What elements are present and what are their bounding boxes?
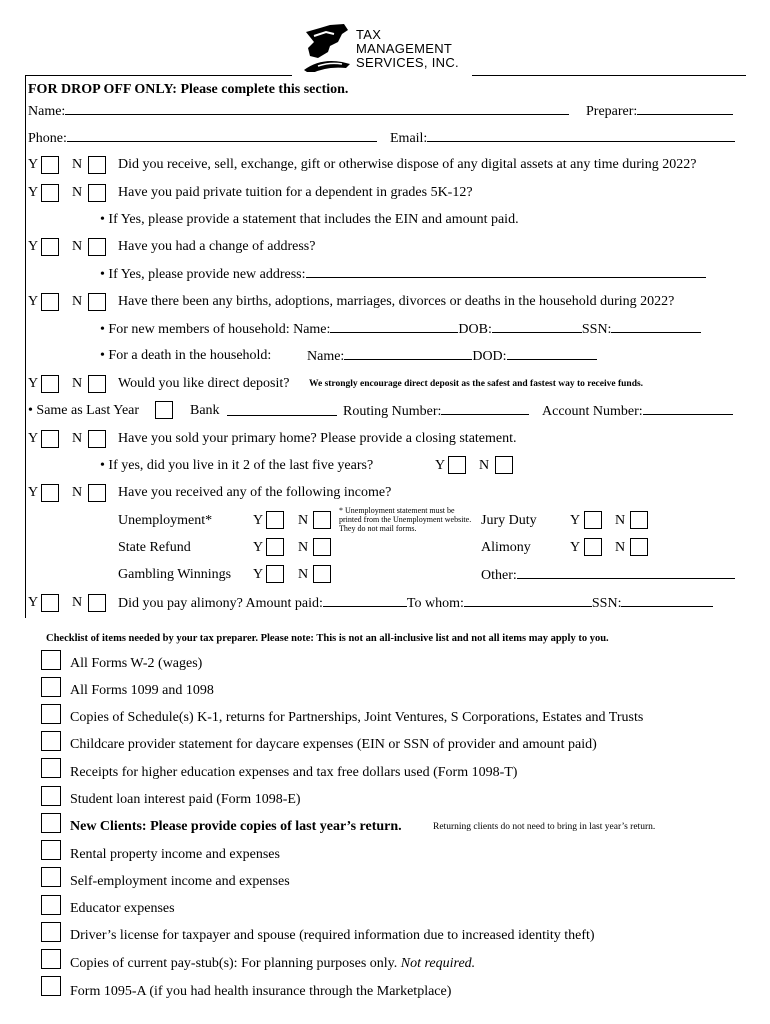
home-no-checkbox[interactable] [88,430,106,448]
logo-text-management: MANAGEMENT [356,41,453,56]
alimony-income-no-checkbox[interactable] [630,538,648,556]
checklist-education-checkbox[interactable] [41,758,61,778]
routing-row [343,403,529,420]
deposit-yes-checkbox[interactable] [41,375,59,393]
phone-input-line[interactable] [67,130,377,142]
phone-field-row [28,130,377,147]
bank-label: Bank [190,403,220,418]
unemployment-footnote: * Unemployment statement must be printed from the Unemployment website. They do not mail forms. [339,506,472,533]
residency-yes-checkbox[interactable] [448,456,466,474]
account-label: Account Number: [542,404,643,419]
unemployment-no-checkbox[interactable] [313,511,331,529]
checklist-1095: Form 1095-A (if you had health insurance through the Marketplace) [70,984,452,999]
checklist-paystub: Copies of current pay-stub(s): For planning purposes only. [70,956,398,971]
checklist-student-loan-checkbox[interactable] [41,786,61,806]
checklist-1095-checkbox[interactable] [41,976,61,996]
dod-input[interactable] [507,348,597,360]
no-label: N [298,567,309,582]
checklist-k1-checkbox[interactable] [41,704,61,724]
no-label: N [72,294,83,309]
direct-deposit-note: We strongly encourage direct deposit as the safest and fastest way to receive funds. [309,379,644,389]
checklist-title: Checklist of items needed by your tax preparer. Please note: This is not an all-inclusive list and not all items may apply to you. [46,633,609,644]
checklist-paystub-checkbox[interactable] [41,949,61,969]
death-label: • For a death in the household: [100,348,272,363]
alimony-paid-no-checkbox[interactable] [88,594,106,612]
death-name-label: Name: [307,349,345,364]
jury-no-checkbox[interactable] [630,511,648,529]
section-header: FOR DROP OFF ONLY: Please complete this section. [28,82,349,97]
no-label: N [72,431,83,446]
logo-mark-icon [300,22,360,78]
no-label: N [72,595,83,610]
state-refund-yes-checkbox[interactable] [266,538,284,556]
dod-label: DOD: [472,349,507,364]
tuition-no-checkbox[interactable] [88,184,106,202]
account-input-line[interactable] [643,403,733,415]
no-label: N [479,458,490,473]
ssn-input[interactable] [611,321,701,333]
no-label: N [72,185,83,200]
yes-label: Y [28,595,39,610]
question-home-sale: Have you sold your primary home? Please provide a closing statement. [118,431,517,446]
to-whom-label: To whom: [406,596,464,611]
no-label: N [298,540,309,555]
income-yes-checkbox[interactable] [41,484,59,502]
alimony-paid-yes-checkbox[interactable] [41,594,59,612]
bank-input-line[interactable] [227,404,337,416]
dob-label: DOB: [458,322,492,337]
no-label: N [72,157,83,172]
alimony-ssn-label: SSN: [591,596,622,611]
income-no-checkbox[interactable] [88,484,106,502]
alimony-paid-label: Did you pay alimony? Amount paid: [118,596,323,611]
alimony-income-label: Alimony [481,540,531,555]
no-label: N [615,540,626,555]
new-members-row [100,321,701,338]
question-address: Have you had a change of address? [118,239,316,254]
checklist-1099-checkbox[interactable] [41,677,61,697]
checklist-w2: All Forms W-2 (wages) [70,656,203,671]
deposit-no-checkbox[interactable] [88,375,106,393]
dob-input[interactable] [492,321,582,333]
death-row [307,348,597,365]
tuition-note: • If Yes, please provide a statement that includes the EIN and amount paid. [100,212,519,227]
yes-label: Y [28,185,39,200]
unemployment-yes-checkbox[interactable] [266,511,284,529]
logo-text-services: SERVICES, INC. [356,55,459,70]
yes-label: Y [28,431,39,446]
other-income-input-line[interactable] [517,567,735,579]
alimony-income-yes-checkbox[interactable] [584,538,602,556]
email-label: Email: [390,131,428,146]
company-logo [300,22,475,78]
yes-label: Y [435,458,446,473]
no-label: N [615,513,626,528]
jury-yes-checkbox[interactable] [584,511,602,529]
new-member-name-input[interactable] [330,321,458,333]
other-income-row [481,567,735,584]
residency-no-checkbox[interactable] [495,456,513,474]
checklist-educator: Educator expenses [70,901,175,916]
alimony-ssn-input[interactable] [621,595,713,607]
checklist-childcare-checkbox[interactable] [41,731,61,751]
other-income-label: Other: [481,568,517,583]
yes-label: Y [28,485,39,500]
tuition-yes-checkbox[interactable] [41,184,59,202]
same-as-last-year-checkbox[interactable] [155,401,173,419]
name-label: Name: [28,104,66,119]
yes-label: Y [28,376,39,391]
state-refund-no-checkbox[interactable] [313,538,331,556]
address-no-checkbox[interactable] [88,238,106,256]
email-input-line[interactable] [427,130,735,142]
no-label: N [298,513,309,528]
alimony-paid-row [118,595,713,612]
checklist-childcare: Childcare provider statement for daycare expenses (EIN or SSN of provider and amount paid) [70,737,597,752]
checklist-rental-checkbox[interactable] [41,840,61,860]
yes-label: Y [253,513,264,528]
logo-text-tax: TAX [356,27,382,42]
new-address-row [100,266,706,283]
yes-label: Y [28,239,39,254]
digital-no-checkbox[interactable] [88,156,106,174]
same-as-last-year-label: • Same as Last Year [28,403,140,418]
checklist-student-loan: Student loan interest paid (Form 1098-E) [70,792,301,807]
preparer-field-row [586,103,733,120]
ssn-label: SSN: [581,322,612,337]
checklist-paystub-note: Not required. [400,956,476,971]
new-address-label: • If Yes, please provide new address: [100,267,306,282]
yes-label: Y [253,540,264,555]
births-yes-checkbox[interactable] [41,293,59,311]
checklist-self-employment-checkbox[interactable] [41,867,61,887]
routing-label: Routing Number: [343,404,442,419]
routing-input-line[interactable] [441,403,529,415]
yes-label: Y [28,294,39,309]
yes-label: Y [253,567,264,582]
yes-label: Y [28,157,39,172]
gambling-label: Gambling Winnings [118,567,232,582]
name-input-line[interactable] [65,103,569,115]
checklist-1099: All Forms 1099 and 1098 [70,683,214,698]
unemployment-label: Unemployment* [118,513,213,528]
preparer-label: Preparer: [586,104,638,119]
phone-label: Phone: [28,131,67,146]
checklist-license-checkbox[interactable] [41,922,61,942]
checklist-new-clients-checkbox[interactable] [41,813,61,833]
checklist-educator-checkbox[interactable] [41,895,61,915]
home-yes-checkbox[interactable] [41,430,59,448]
yes-label: Y [570,513,581,528]
death-name-input[interactable] [344,348,472,360]
question-tuition: Have you paid private tuition for a dependent in grades 5K-12? [118,185,473,200]
yes-label: Y [570,540,581,555]
name-field-row [28,103,569,120]
checklist-new-clients-note: Returning clients do not need to bring in last year’s return. [433,822,656,832]
home-residency-note: • If yes, did you live in it 2 of the last five years? [100,458,374,473]
new-members-name-label: • For new members of household: Name: [100,322,331,337]
new-address-input-line[interactable] [306,266,706,278]
question-digital-assets: Did you receive, sell, exchange, gift or otherwise dispose of any digital assets at any time during 2022? [118,157,697,172]
to-whom-input[interactable] [464,595,592,607]
digital-yes-checkbox[interactable] [41,156,59,174]
no-label: N [72,485,83,500]
account-row [542,403,733,420]
jury-duty-label: Jury Duty [481,513,537,528]
checklist-new-clients: New Clients: Please provide copies of last year’s return. [70,819,402,834]
alimony-amount-input[interactable] [323,595,407,607]
gambling-no-checkbox[interactable] [313,565,331,583]
checklist-rental: Rental property income and expenses [70,847,280,862]
checklist-education: Receipts for higher education expenses and tax free dollars used (Form 1098-T) [70,765,518,780]
checklist-license: Driver’s license for taxpayer and spouse (required information due to increased identity theft) [70,928,595,943]
address-yes-checkbox[interactable] [41,238,59,256]
question-income: Have you received any of the following income? [118,485,392,500]
checklist-k1: Copies of Schedule(s) K-1, returns for Partnerships, Joint Ventures, S Corporations, Estates and Trusts [70,710,644,725]
preparer-input-line[interactable] [637,103,733,115]
email-field-row [390,130,735,147]
checklist-w2-checkbox[interactable] [41,650,61,670]
no-label: N [72,239,83,254]
question-direct-deposit: Would you like direct deposit? [118,376,290,391]
state-refund-label: State Refund [118,540,191,555]
no-label: N [72,376,83,391]
checklist-paystub-row [70,956,475,972]
births-no-checkbox[interactable] [88,293,106,311]
checklist-self-employment: Self-employment income and expenses [70,874,290,889]
question-births: Have there been any births, adoptions, marriages, divorces or deaths in the household during 2022? [118,294,675,309]
gambling-yes-checkbox[interactable] [266,565,284,583]
